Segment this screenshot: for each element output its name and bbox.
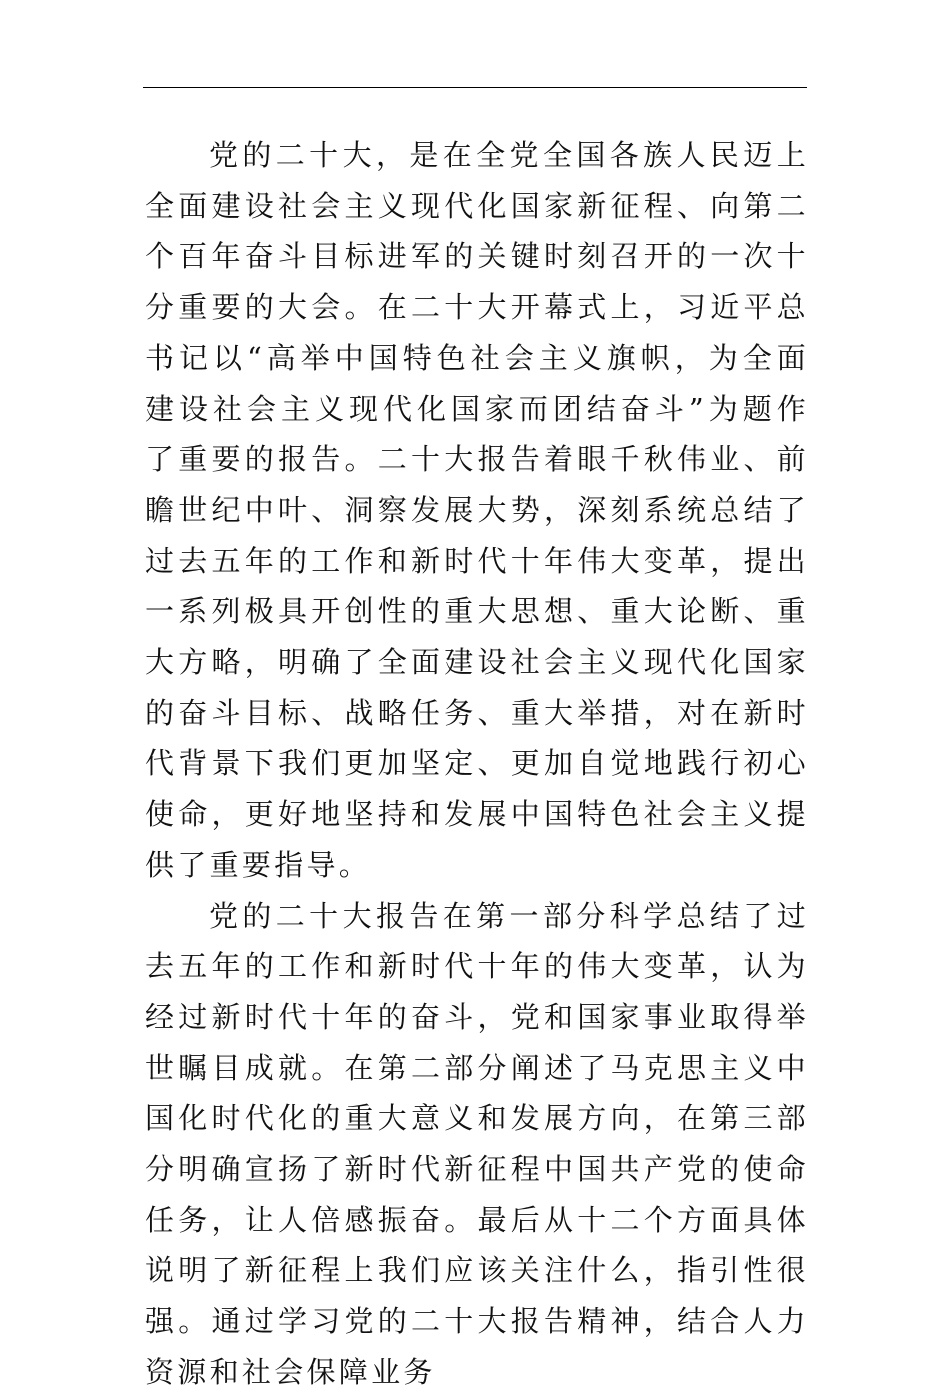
- paragraph-2: 党的二十大报告在第一部分科学总结了过去五年的工作和新时代十年的伟大变革，认为经过新时代十年的奋斗，党和国家事业取得举世瞩目成就。在第二部分阐述了马克思主义中国化时代化的重大意义和发展方向，在第三部分明确宣扬了新时代新征程中国共产党的使命任务，让人倍感振奋。最后从十二个方面具体说明了新征程上我们应该关注什么，指引性很强。通过学习党的二十大报告精神，结合人力资源和社会保障业务: [145, 898, 809, 1389]
- paragraph-1: 党的二十大，是在全党全国各族人民迈上全面建设社会主义现代化国家新征程、向第二个百年奋斗目标进军的关键时刻召开的一次十分重要的大会。在二十大开幕式上，习近平总书记以“高举中国特色社会主义旗帜，为全面建设社会主义现代化国家而团结奋斗”为题作了重要的报告。二十大报告着眼千秋伟业、前瞻世纪中叶、洞察发展大势，深刻系统总结了过去五年的工作和新时代十年伟大变革，提出一系列极具开创性的重大思想、重大论断、重大方略，明确了全面建设社会主义现代化国家的奋斗目标、战略任务、重大举措，对在新时代背景下我们更加坚定、更加自觉地践行初心使命，更好地坚持和发展中国特色社会主义提供了重要指导。: [145, 138, 809, 882]
- header-rule: [143, 87, 807, 88]
- document-body: [145, 130, 809, 1398]
